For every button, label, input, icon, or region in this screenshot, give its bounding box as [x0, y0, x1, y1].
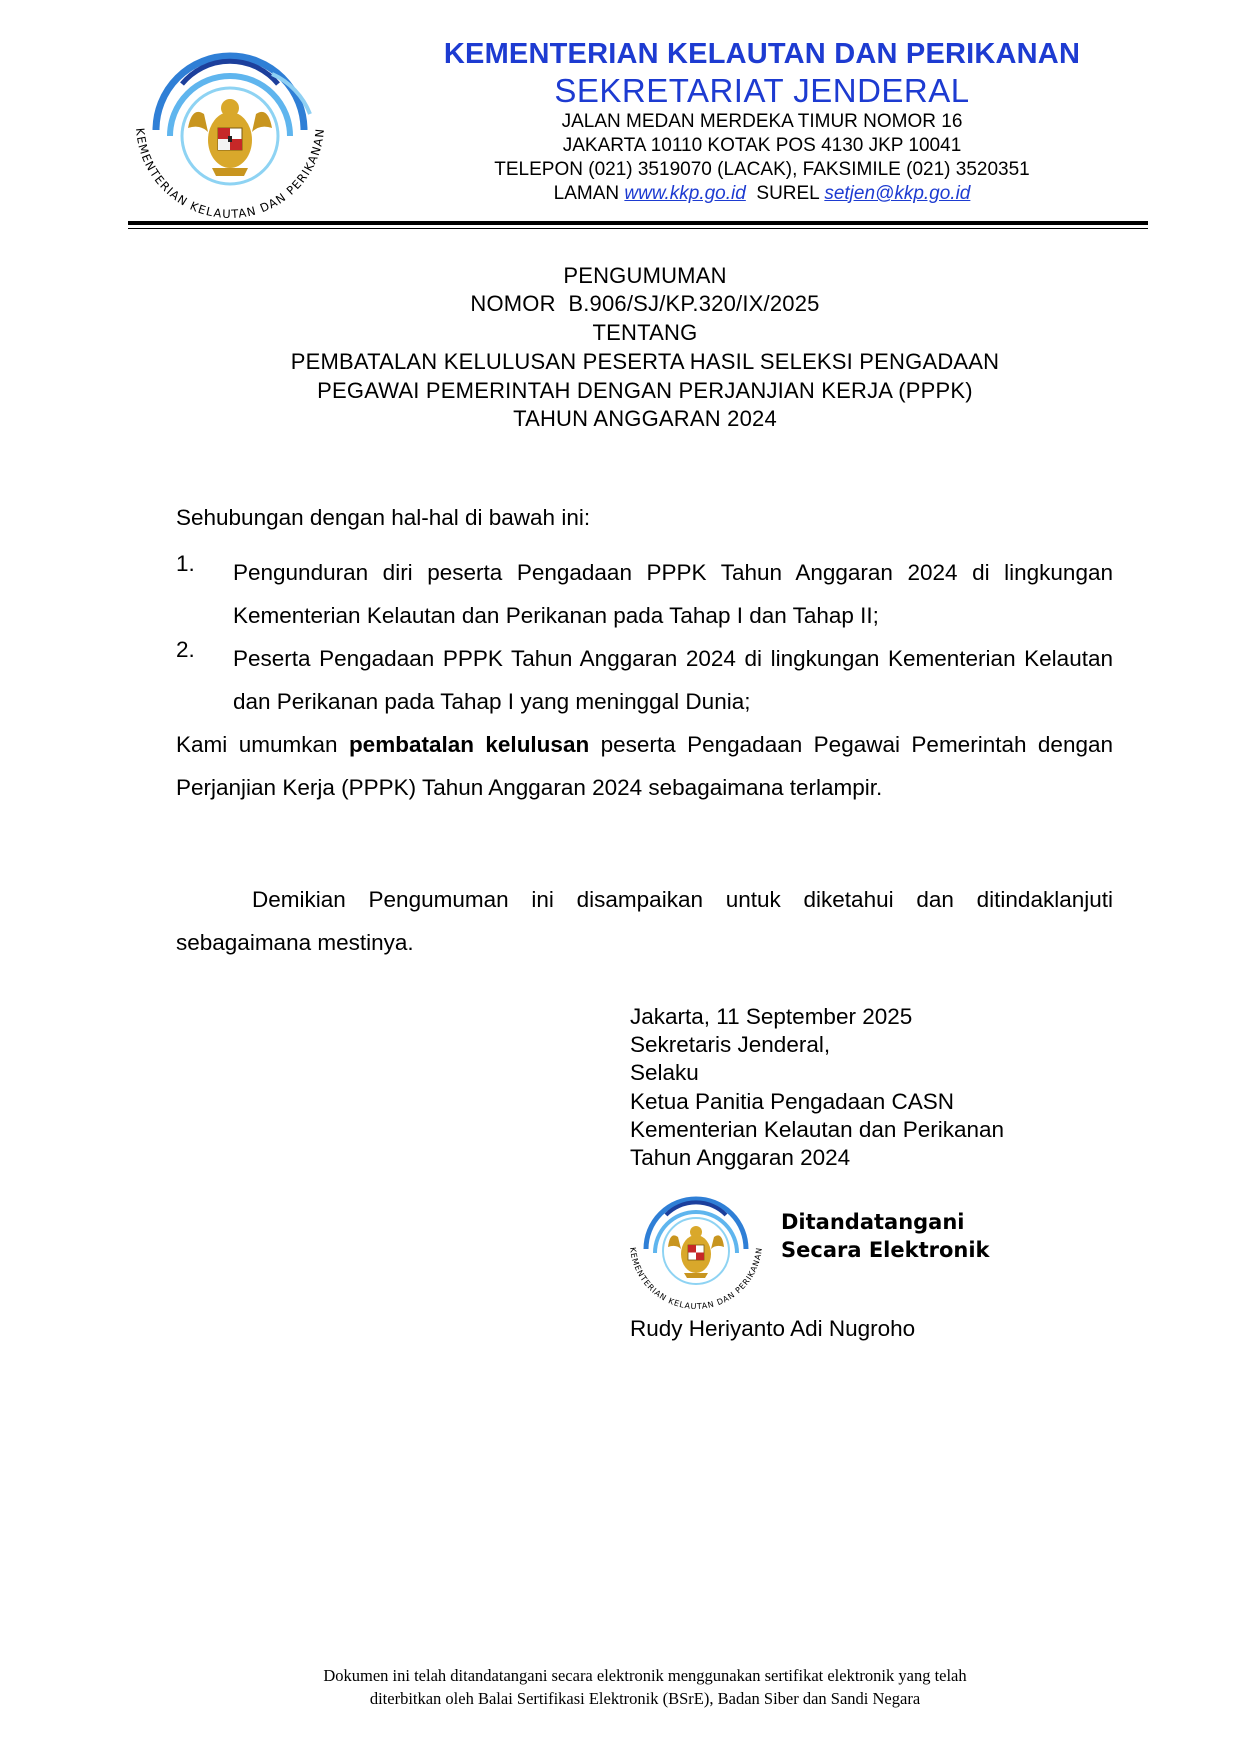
- logo-ring-text: KEMENTERIAN KELAUTAN DAN PERIKANAN: [133, 127, 328, 220]
- phone-fax-line: TELEPON (021) 3519070 (LACAK), FAKSIMILE (021) 3520351: [494, 159, 1030, 180]
- announcement-paragraph: [176, 723, 1113, 809]
- signer-position-3: Ketua Panitia Pengadaan CASN: [630, 1089, 954, 1114]
- email-label: SUREL: [756, 183, 820, 204]
- list-item-number: 2.: [176, 637, 195, 662]
- doc-subject-line-2: PEGAWAI PEMERINTAH DENGAN PERJANJIAN KERJA (PPPK): [317, 378, 973, 403]
- announcement-emphasis: pembatalan kelulusan: [348, 732, 590, 757]
- esign-kkp-logo-icon: [622, 1187, 770, 1309]
- ministry-name: KEMENTERIAN KELAUTAN DAN PERIKANAN: [443, 38, 1081, 70]
- signer-position-1: Sekretaris Jenderal,: [630, 1032, 831, 1057]
- footer-note-line-1: Dokumen ini telah ditandatangani secara elektronik menggunakan sertifikat elektronik yang telah: [323, 1666, 967, 1685]
- esign-label-line-2: Secara Elektronik: [781, 1238, 990, 1262]
- announcement-text-start: Kami umumkan: [176, 732, 349, 757]
- doc-subject-line-3: TAHUN ANGGARAN 2024: [513, 406, 777, 431]
- announcement-text-end: peserta Pengadaan Pegawai Pemerintah dengan Perjanjian Kerja (PPPK) Tahun Anggaran 2024 sebagaimana terlampir.: [176, 732, 1113, 800]
- web-label: LAMAN: [553, 183, 620, 204]
- list-item-number: 1.: [176, 551, 195, 576]
- doc-type-title: PENGUMUMAN: [563, 263, 727, 288]
- secretariat-name: SEKRETARIAT JENDERAL: [554, 72, 970, 109]
- signer-position-2: Selaku: [630, 1060, 699, 1085]
- signer-name: Rudy Heriyanto Adi Nugroho: [630, 1316, 916, 1341]
- intro-paragraph: Sehubungan dengan hal-hal di bawah ini:: [176, 505, 591, 530]
- esign-label-line-1: Ditandatangani: [781, 1210, 965, 1234]
- address-line-2: JAKARTA 10110 KOTAK POS 4130 JKP 10041: [562, 135, 962, 156]
- list-item-text: Peserta Pengadaan PPPK Tahun Anggaran 2024 di lingkungan Kementerian Kelautan dan Perikanan pada Tahap I yang meninggal Dunia;: [233, 646, 1113, 714]
- website-link[interactable]: www.kkp.go.id: [624, 183, 746, 204]
- footer-note-line-2: diterbitkan oleh Balai Sertifikasi Elektronik (BSrE), Badan Siber dan Sandi Negara: [369, 1689, 921, 1708]
- list-item-text: Pengunduran diri peserta Pengadaan PPPK Tahun Anggaran 2024 di lingkungan Kementerian Kelautan dan Perikanan pada Tahap I dan Tahap II;: [233, 560, 1113, 628]
- address-line-1: JALAN MEDAN MERDEKA TIMUR NOMOR 16: [561, 111, 963, 132]
- letterhead-divider-thick: [128, 221, 1148, 225]
- signer-position-4: Kementerian Kelautan dan Perikanan: [630, 1117, 1005, 1142]
- letterhead-divider-thin: [128, 228, 1148, 229]
- signer-position-5: Tahun Anggaran 2024: [630, 1145, 851, 1170]
- kkp-logo-icon: [122, 44, 338, 220]
- doc-subject-line-1: PEMBATALAN KELULUSAN PESERTA HASIL SELEKSI PENGADAAN: [290, 349, 1000, 374]
- contact-line: [352, 183, 1172, 205]
- place-date: Jakarta, 11 September 2025: [630, 1004, 913, 1029]
- esign-logo-ring-text: KEMENTERIAN KELAUTAN DAN PERIKANAN: [628, 1246, 764, 1309]
- doc-about-label: TENTANG: [592, 320, 698, 345]
- closing-paragraph: Demikian Pengumuman ini disampaikan untuk diketahui dan ditindaklanjuti sebagaimana mestinya.: [176, 887, 1113, 955]
- email-link[interactable]: setjen@kkp.go.id: [824, 183, 971, 204]
- doc-number: NOMOR B.906/SJ/KP.320/IX/2025: [470, 291, 820, 316]
